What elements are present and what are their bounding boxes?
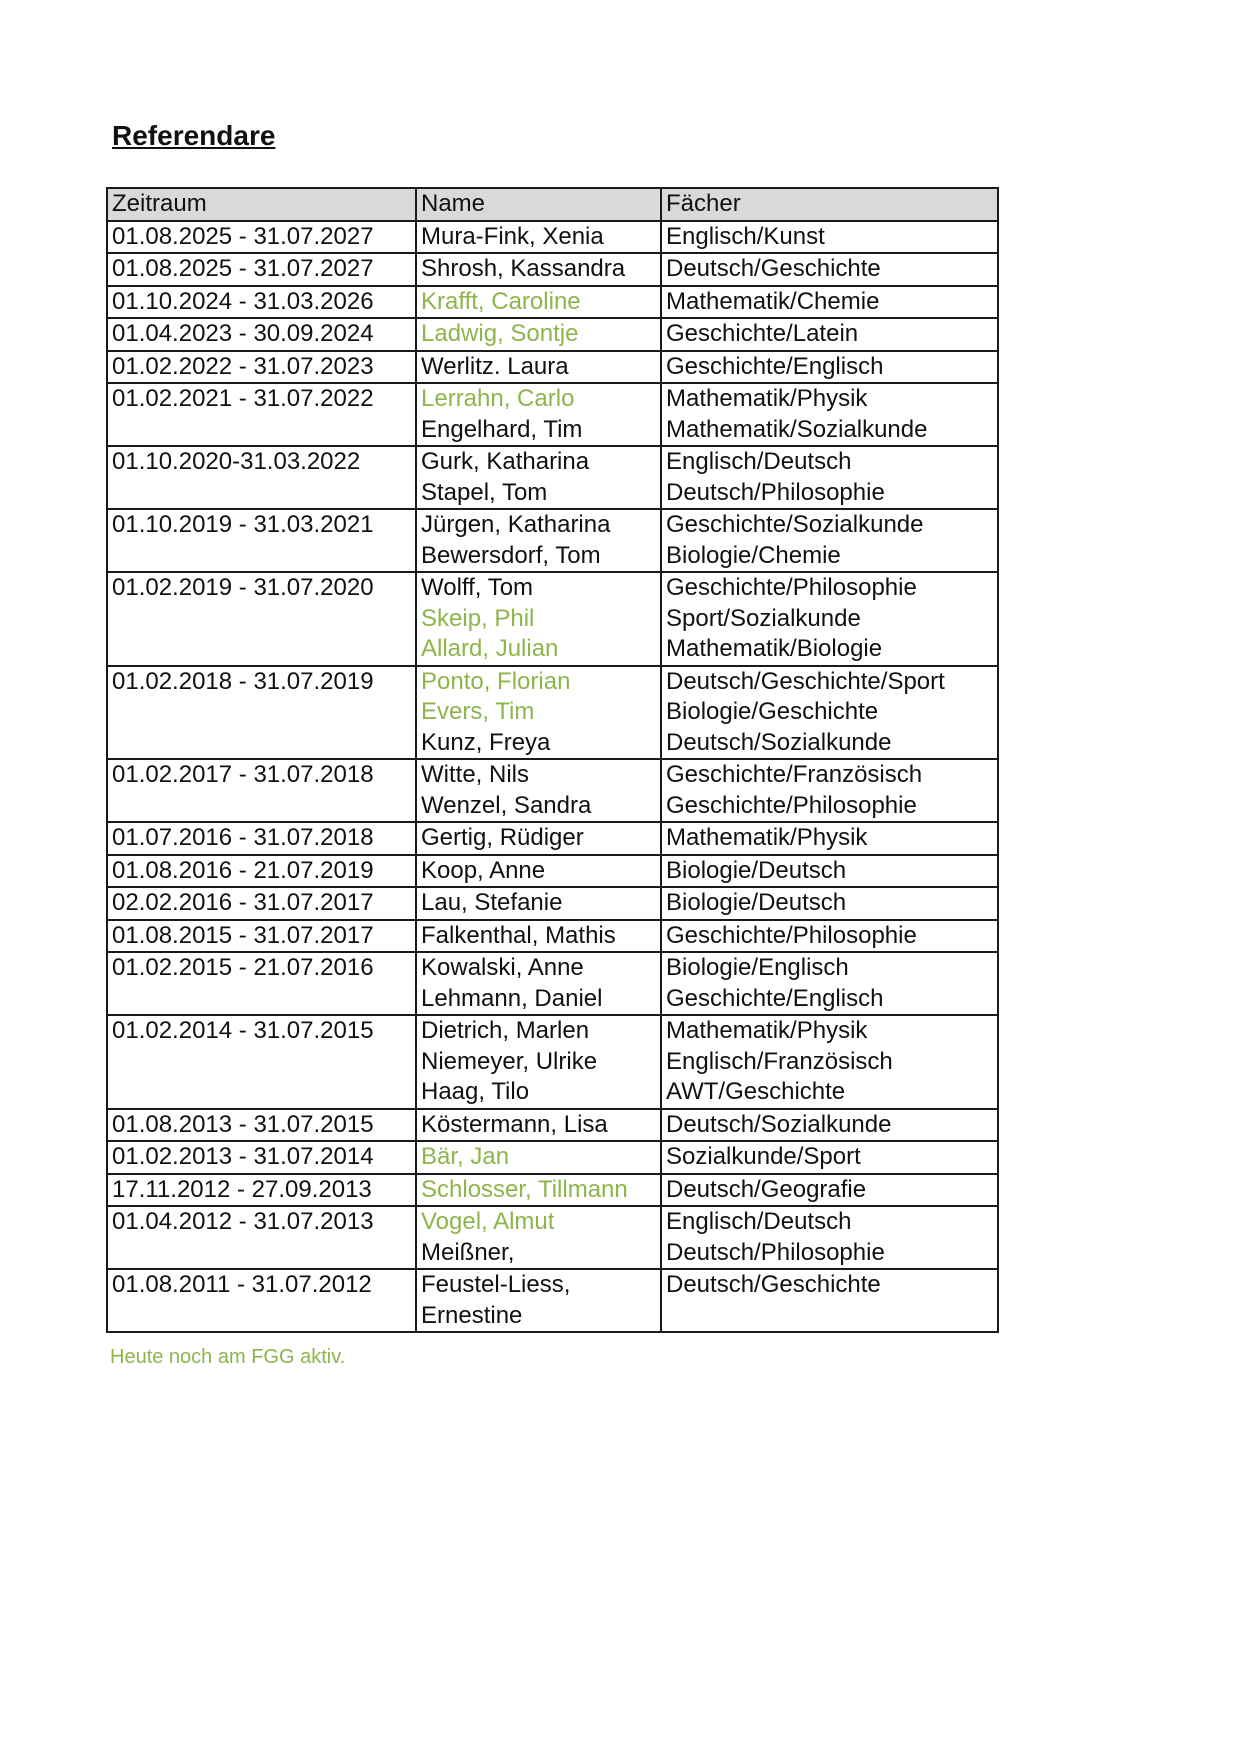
subject: AWT/Geschichte xyxy=(666,1078,846,1105)
name: Engelhard, Tim xyxy=(421,415,583,443)
subjects-cell xyxy=(661,253,998,286)
name-cell xyxy=(416,855,661,888)
period-cell: 01.04.2012 - 31.07.2013 xyxy=(107,1206,416,1269)
subjects-cell xyxy=(661,920,998,953)
table-row xyxy=(107,446,998,509)
referendare-table xyxy=(106,187,999,1333)
subject: Deutsch/Philosophie xyxy=(666,1238,885,1266)
table-row xyxy=(107,253,998,286)
subjects-cell xyxy=(661,572,998,666)
period-cell: 17.11.2012 - 27.09.2013 xyxy=(107,1174,416,1207)
subject: Biologie/Deutsch xyxy=(666,856,847,884)
period-cell: 01.02.2015 - 21.07.2016 xyxy=(107,952,416,1015)
table-row xyxy=(107,822,998,855)
name: Niemeyer, Ulrike xyxy=(421,1047,598,1075)
subject: Geschichte/Französisch xyxy=(666,761,923,788)
subject: Englisch/Kunst xyxy=(666,222,825,250)
name-cell xyxy=(416,1206,661,1269)
subjects-cell xyxy=(661,1109,998,1142)
subject: Mathematik/Physik xyxy=(666,1017,868,1044)
period-cell: 01.02.2022 - 31.07.2023 xyxy=(107,351,416,384)
footnote-active-legend: Heute noch am FGG aktiv. xyxy=(110,1346,346,1368)
table-row xyxy=(107,855,998,888)
period-cell: 01.02.2017 - 31.07.2018 xyxy=(107,759,416,822)
subjects-cell xyxy=(661,446,998,509)
subjects-cell xyxy=(661,383,998,446)
subject: Deutsch/Geschichte/Sport xyxy=(666,667,945,695)
table-row xyxy=(107,1206,998,1269)
name-cell xyxy=(416,887,661,920)
subject: Mathematik/Physik xyxy=(666,824,868,851)
name: Werlitz. Laura xyxy=(421,352,569,380)
period-cell: 01.07.2016 - 31.07.2018 xyxy=(107,822,416,855)
name: Wolff, Tom xyxy=(421,574,534,601)
name: Lau, Stefanie xyxy=(421,889,563,916)
name: Köstermann, Lisa xyxy=(421,1110,608,1138)
period-cell: 01.10.2020-31.03.2022 xyxy=(107,446,416,509)
subject: Biologie/Deutsch xyxy=(666,889,847,916)
name: Mura-Fink, Xenia xyxy=(421,222,604,250)
period-cell: 01.02.2019 - 31.07.2020 xyxy=(107,572,416,666)
period-cell: 01.02.2013 - 31.07.2014 xyxy=(107,1141,416,1174)
name-cell xyxy=(416,1141,661,1174)
subject: Sozialkunde/Sport xyxy=(666,1143,861,1170)
name: Kowalski, Anne xyxy=(421,954,584,981)
subject: Deutsch/Sozialkunde xyxy=(666,1110,892,1138)
column-header-name: Name xyxy=(416,188,661,221)
name-active: Ladwig, Sontje xyxy=(421,320,579,347)
subject: Geschichte/Sozialkunde xyxy=(666,511,924,538)
table-body xyxy=(107,221,998,1333)
name-cell xyxy=(416,1015,661,1109)
table-row xyxy=(107,1269,998,1332)
name-cell xyxy=(416,920,661,953)
table-row xyxy=(107,383,998,446)
name: Lehmann, Daniel xyxy=(421,984,603,1012)
subjects-cell xyxy=(661,822,998,855)
subject: Deutsch/Geografie xyxy=(666,1175,867,1203)
subjects-cell xyxy=(661,666,998,760)
subject: Biologie/Geschichte xyxy=(666,698,879,725)
name: Stapel, Tom xyxy=(421,478,548,506)
subjects-cell xyxy=(661,952,998,1015)
table-row xyxy=(107,572,998,666)
table-row xyxy=(107,759,998,822)
period-cell: 01.10.2024 - 31.03.2026 xyxy=(107,286,416,319)
period-cell: 01.08.2011 - 31.07.2012 xyxy=(107,1269,416,1332)
column-header-faecher: Fächer xyxy=(661,188,998,221)
name-active: Vogel, Almut xyxy=(421,1208,555,1235)
table-row xyxy=(107,1109,998,1142)
subjects-cell xyxy=(661,1269,998,1332)
subjects-cell xyxy=(661,1141,998,1174)
name-cell xyxy=(416,383,661,446)
name: Bewersdorf, Tom xyxy=(421,541,601,569)
name-cell xyxy=(416,221,661,254)
table-row xyxy=(107,887,998,920)
table-row xyxy=(107,318,998,351)
subjects-cell xyxy=(661,1206,998,1269)
subject: Geschichte/Philosophie xyxy=(666,574,917,601)
subject: Sport/Sozialkunde xyxy=(666,604,861,632)
name: Haag, Tilo xyxy=(421,1078,530,1105)
name: Feustel-Liess, xyxy=(421,1271,571,1298)
name-active: Lerrahn, Carlo xyxy=(421,385,575,412)
subject: Englisch/Deutsch xyxy=(666,448,852,475)
name-cell xyxy=(416,572,661,666)
subject: Geschichte/Latein xyxy=(666,320,859,347)
name: Gertig, Rüdiger xyxy=(421,824,584,851)
subject: Mathematik/Biologie xyxy=(666,635,883,662)
name-active: Allard, Julian xyxy=(421,635,559,662)
name-cell xyxy=(416,822,661,855)
subjects-cell xyxy=(661,855,998,888)
table-row xyxy=(107,221,998,254)
column-header-zeitraum: Zeitraum xyxy=(107,188,416,221)
period-cell: 02.02.2016 - 31.07.2017 xyxy=(107,887,416,920)
table-row xyxy=(107,952,998,1015)
period-cell: 01.08.2016 - 21.07.2019 xyxy=(107,855,416,888)
subject: Mathematik/Chemie xyxy=(666,287,880,315)
table-row xyxy=(107,351,998,384)
period-cell: 01.08.2025 - 31.07.2027 xyxy=(107,253,416,286)
table-row xyxy=(107,666,998,760)
subject: Geschichte/Philosophie xyxy=(666,921,917,949)
name-cell xyxy=(416,351,661,384)
name: Shrosh, Kassandra xyxy=(421,255,626,282)
subject: Englisch/Französisch xyxy=(666,1047,893,1075)
name-active: Skeip, Phil xyxy=(421,604,535,632)
name: Falkenthal, Mathis xyxy=(421,921,616,949)
name-cell xyxy=(416,509,661,572)
table-row xyxy=(107,509,998,572)
name: Dietrich, Marlen xyxy=(421,1017,590,1044)
name-active: Ponto, Florian xyxy=(421,667,571,695)
subjects-cell xyxy=(661,221,998,254)
subjects-cell xyxy=(661,887,998,920)
subject: Geschichte/Englisch xyxy=(666,984,884,1012)
subjects-cell xyxy=(661,1174,998,1207)
name-cell xyxy=(416,1269,661,1332)
name-cell xyxy=(416,253,661,286)
subjects-cell xyxy=(661,318,998,351)
name-active: Schlosser, Tillmann xyxy=(421,1175,628,1203)
name: Kunz, Freya xyxy=(421,728,551,756)
period-cell: 01.02.2014 - 31.07.2015 xyxy=(107,1015,416,1109)
name-cell xyxy=(416,1174,661,1207)
name: Gurk, Katharina xyxy=(421,448,590,475)
subjects-cell xyxy=(661,286,998,319)
period-cell: 01.10.2019 - 31.03.2021 xyxy=(107,509,416,572)
name-active: Evers, Tim xyxy=(421,698,535,725)
name-cell xyxy=(416,1109,661,1142)
name-cell xyxy=(416,286,661,319)
subject: Biologie/Chemie xyxy=(666,541,841,569)
name-cell xyxy=(416,446,661,509)
period-cell: 01.08.2013 - 31.07.2015 xyxy=(107,1109,416,1142)
name: Witte, Nils xyxy=(421,761,529,788)
name: Koop, Anne xyxy=(421,856,546,884)
table-row xyxy=(107,920,998,953)
table-header-row xyxy=(107,188,998,221)
period-cell: 01.08.2025 - 31.07.2027 xyxy=(107,221,416,254)
page-title: Referendare xyxy=(112,120,276,151)
name-active: Bär, Jan xyxy=(421,1143,510,1170)
subject: Deutsch/Philosophie xyxy=(666,478,885,506)
name-cell xyxy=(416,759,661,822)
subjects-cell xyxy=(661,351,998,384)
subject: Deutsch/Geschichte xyxy=(666,1271,881,1298)
name: Ernestine xyxy=(421,1301,523,1329)
subjects-cell xyxy=(661,509,998,572)
period-cell: 01.02.2018 - 31.07.2019 xyxy=(107,666,416,760)
subject: Deutsch/Sozialkunde xyxy=(666,728,892,756)
subject: Deutsch/Geschichte xyxy=(666,255,881,282)
period-cell: 01.04.2023 - 30.09.2024 xyxy=(107,318,416,351)
subject: Geschichte/Philosophie xyxy=(666,791,917,819)
name-active: Krafft, Caroline xyxy=(421,287,581,315)
subjects-cell xyxy=(661,1015,998,1109)
table-row xyxy=(107,1015,998,1109)
name-cell xyxy=(416,318,661,351)
table-row xyxy=(107,1141,998,1174)
name-cell xyxy=(416,666,661,760)
subject: Biologie/Englisch xyxy=(666,954,849,981)
subject: Geschichte/Englisch xyxy=(666,352,884,380)
subject: Englisch/Deutsch xyxy=(666,1208,852,1235)
period-cell: 01.02.2021 - 31.07.2022 xyxy=(107,383,416,446)
subjects-cell xyxy=(661,759,998,822)
subject: Mathematik/Physik xyxy=(666,385,868,412)
table-row xyxy=(107,286,998,319)
subject: Mathematik/Sozialkunde xyxy=(666,415,928,443)
period-cell: 01.08.2015 - 31.07.2017 xyxy=(107,920,416,953)
table-row xyxy=(107,1174,998,1207)
name-cell xyxy=(416,952,661,1015)
name: Jürgen, Katharina xyxy=(421,511,611,538)
name: Wenzel, Sandra xyxy=(421,791,592,819)
name: Meißner, xyxy=(421,1238,515,1266)
